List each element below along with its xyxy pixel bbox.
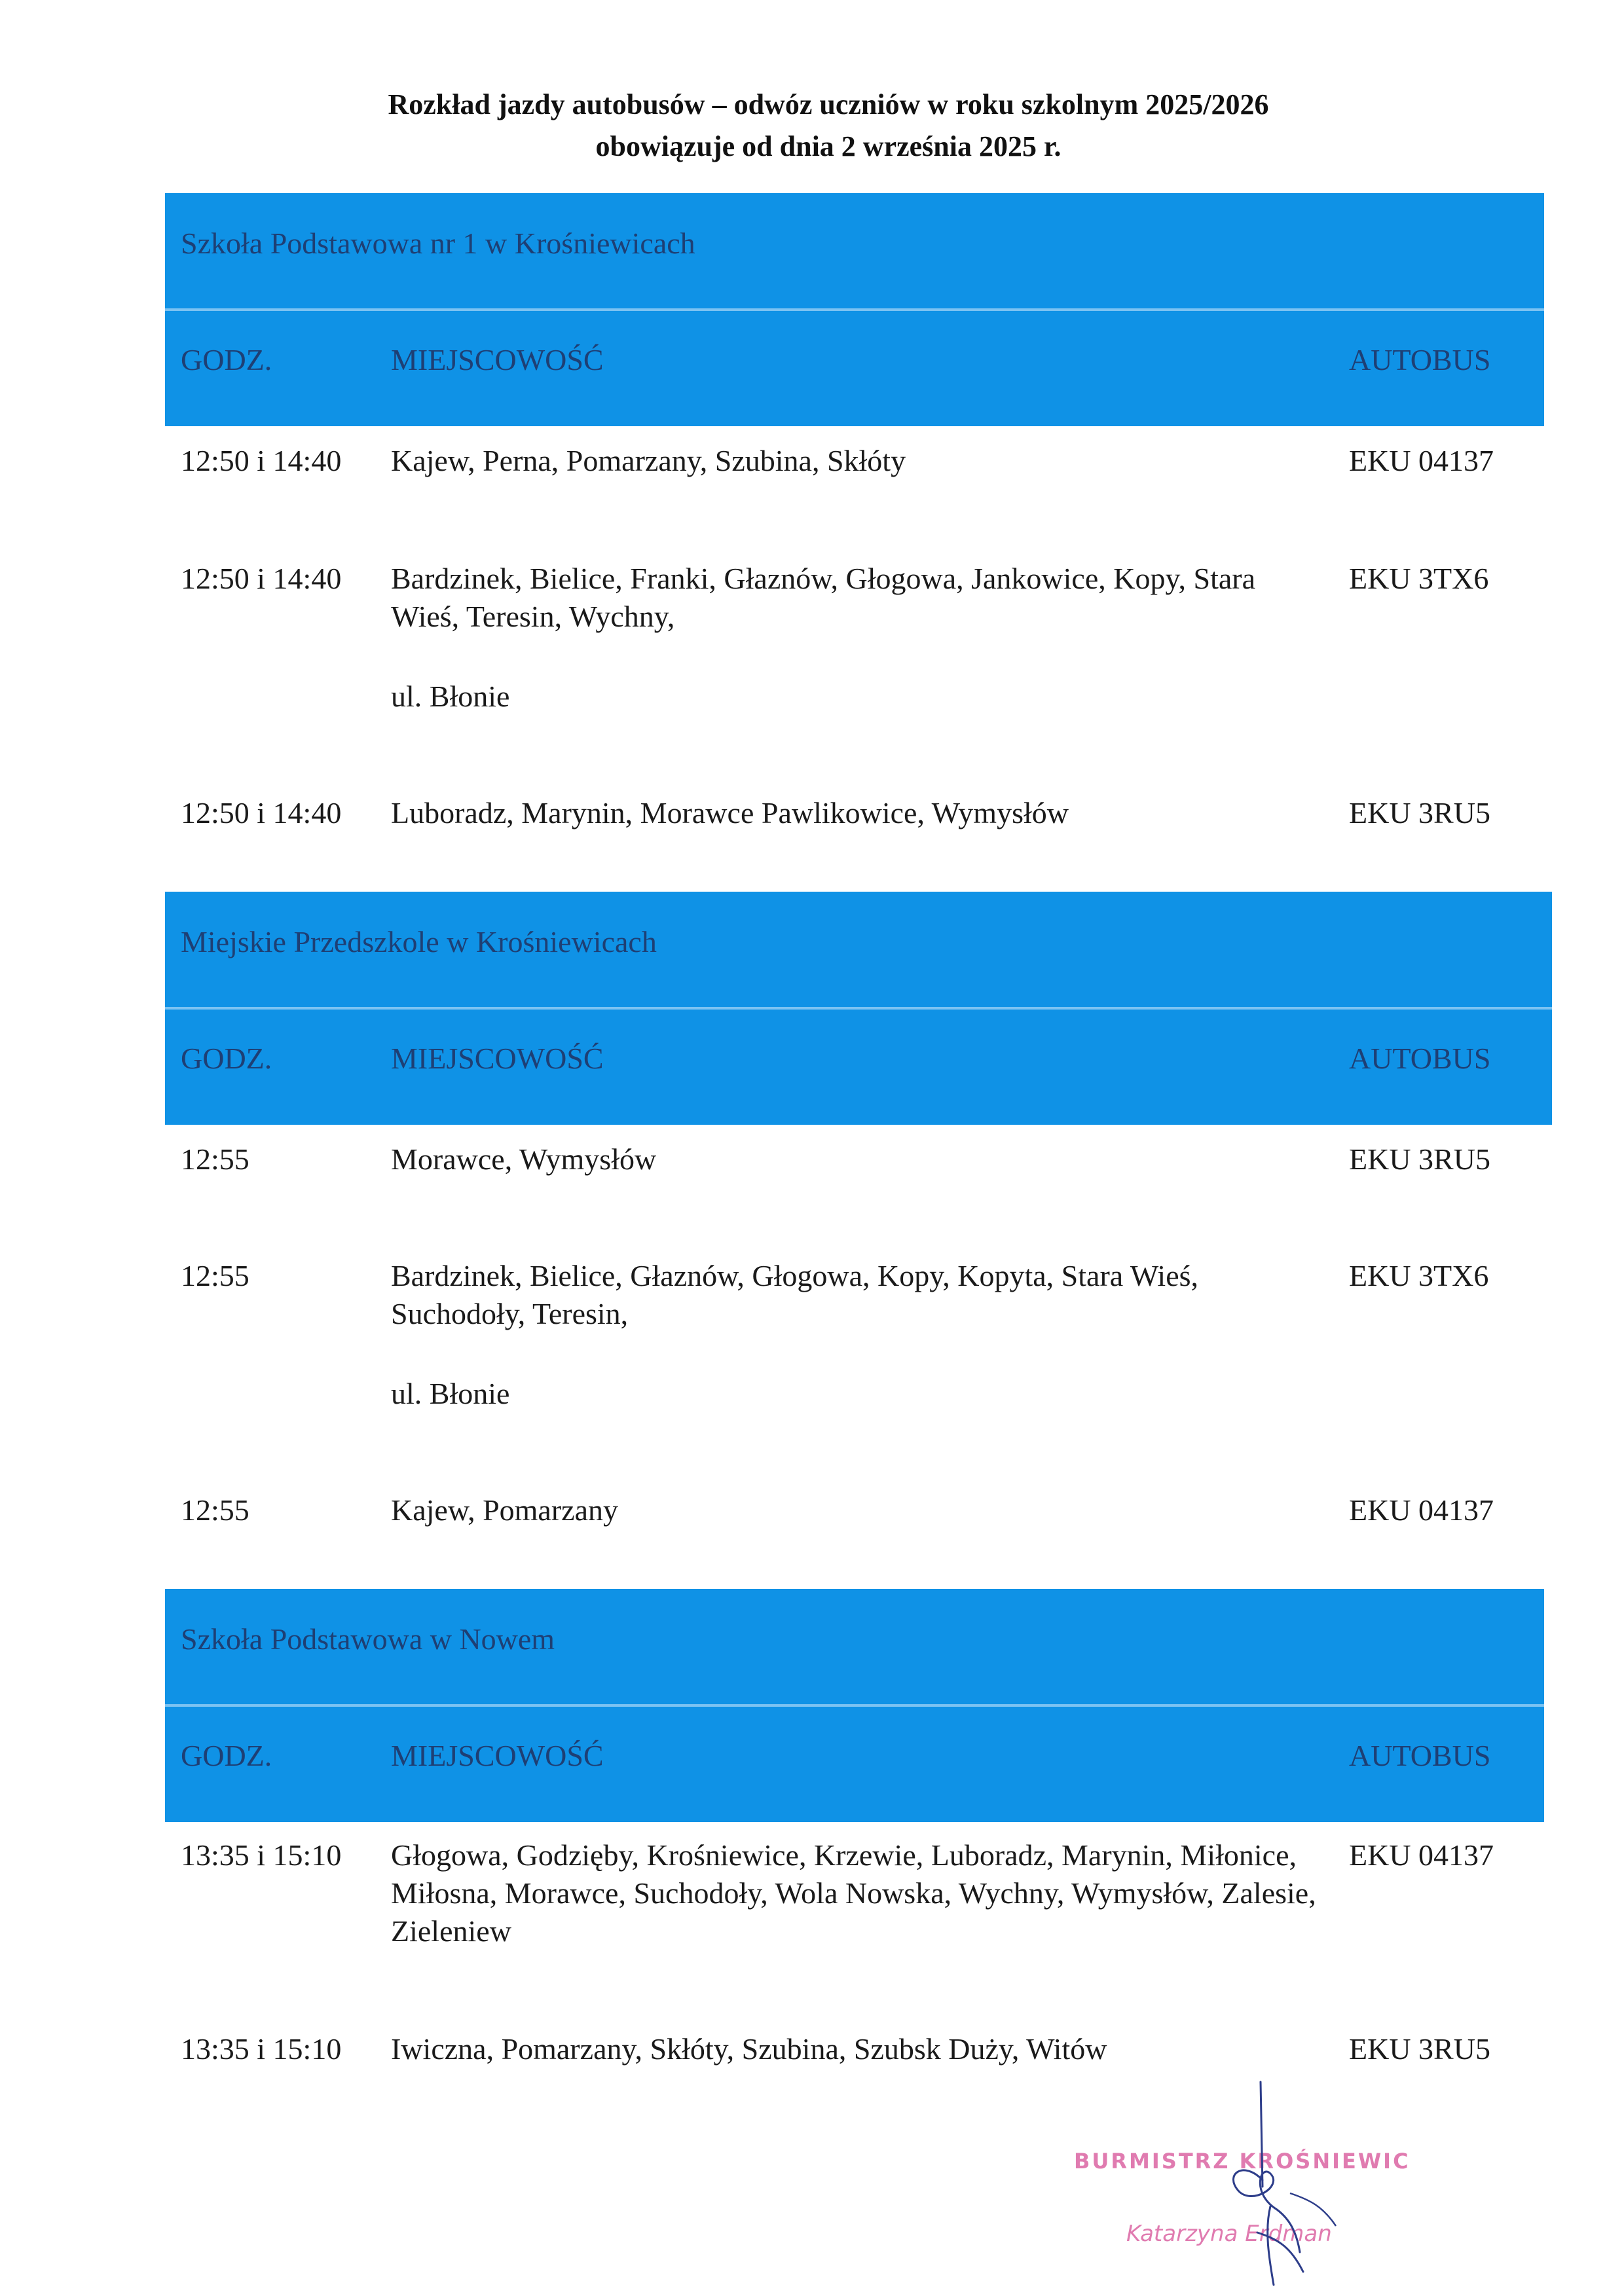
title-line-2: obowiązuje od dnia 2 września 2025 r.: [595, 130, 1061, 162]
row-time: 12:50 i 14:40: [181, 562, 342, 595]
header-bus: AUTOBUS: [1349, 1042, 1491, 1075]
row-bus: EKU 3RU5: [1349, 2032, 1490, 2066]
row-bus: EKU 3TX6: [1349, 562, 1489, 595]
row-places: Bardzinek, Bielice, Głaznów, Głogowa, Kopy, Kopyta, Stara Wieś, Suchodoły, Teresin,: [391, 1259, 1199, 1330]
signature-stamp: [1074, 2075, 1441, 2291]
row-time: 12:55: [181, 1142, 249, 1176]
row-places-wrap: [391, 560, 1321, 716]
section-school-name: Miejskie Przedszkole w Krośniewicach: [165, 892, 1552, 1007]
stamp-name: Katarzyna Erdman: [1126, 2221, 1332, 2247]
section-sp-nowe: [165, 1589, 1544, 1822]
row-places: Iwiczna, Pomarzany, Skłóty, Szubina, Szubsk Duży, Witów: [391, 2032, 1107, 2066]
table-header: [165, 1707, 1544, 1822]
row-bus: EKU 3TX6: [1349, 1259, 1489, 1292]
header-place: MIEJSCOWOŚĆ: [391, 1042, 604, 1075]
header-time: GODZ.: [181, 343, 272, 376]
row-places-extra: ul. Błonie: [391, 1377, 510, 1410]
row-bus: EKU 04137: [1349, 1493, 1494, 1527]
row-places: Kajew, Pomarzany: [391, 1493, 618, 1527]
row-time: 12:55: [181, 1493, 249, 1527]
row-places: Morawce, Wymysłów: [391, 1142, 657, 1176]
table-header: [165, 1010, 1552, 1125]
section-przedszkole: [165, 892, 1552, 1125]
header-place: MIEJSCOWOŚĆ: [391, 343, 604, 376]
header-time: GODZ.: [181, 1739, 272, 1772]
row-places-extra: ul. Błonie: [391, 680, 510, 713]
table-header: [165, 311, 1544, 426]
header-place: MIEJSCOWOŚĆ: [391, 1739, 604, 1772]
row-time: 12:50 i 14:40: [181, 796, 342, 829]
row-bus: EKU 3RU5: [1349, 1142, 1490, 1176]
row-places: Kajew, Perna, Pomarzany, Szubina, Skłóty: [391, 444, 906, 477]
header-bus: AUTOBUS: [1349, 343, 1491, 376]
row-bus: EKU 3RU5: [1349, 796, 1490, 829]
row-places-wrap: [391, 1257, 1321, 1413]
row-time: 12:55: [181, 1259, 249, 1292]
document-title: [0, 84, 1624, 168]
row-places: Bardzinek, Bielice, Franki, Głaznów, Głogowa, Jankowice, Kopy, Stara Wieś, Teresin, Wychny,: [391, 562, 1256, 633]
row-bus: EKU 04137: [1349, 1838, 1494, 1872]
row-places: Głogowa, Godzięby, Krośniewice, Krzewie, Luboradz, Marynin, Miłonice, Miłosna, Morawce, Suchodoły, Wola Nowska, Wychny, Wymysłów, Zalesie, Zieleniew: [391, 1838, 1316, 1948]
stamp-title: BURMISTRZ KROŚNIEWIC: [1074, 2149, 1411, 2174]
header-time: GODZ.: [181, 1042, 272, 1075]
section-school-name: Szkoła Podstawowa nr 1 w Krośniewicach: [165, 193, 1544, 308]
section-sp1: [165, 193, 1544, 426]
header-bus: AUTOBUS: [1349, 1739, 1491, 1772]
row-time: 12:50 i 14:40: [181, 444, 342, 477]
handwritten-signature-icon: [1074, 2075, 1441, 2291]
row-time: 13:35 i 15:10: [181, 1838, 342, 1872]
row-time: 13:35 i 15:10: [181, 2032, 342, 2066]
row-bus: EKU 04137: [1349, 444, 1494, 477]
title-line-1: Rozkład jazdy autobusów – odwóz uczniów w roku szkolnym 2025/2026: [388, 88, 1269, 120]
row-places: Luboradz, Marynin, Morawce Pawlikowice, Wymysłów: [391, 796, 1069, 829]
section-school-name: Szkoła Podstawowa w Nowem: [165, 1589, 1544, 1704]
